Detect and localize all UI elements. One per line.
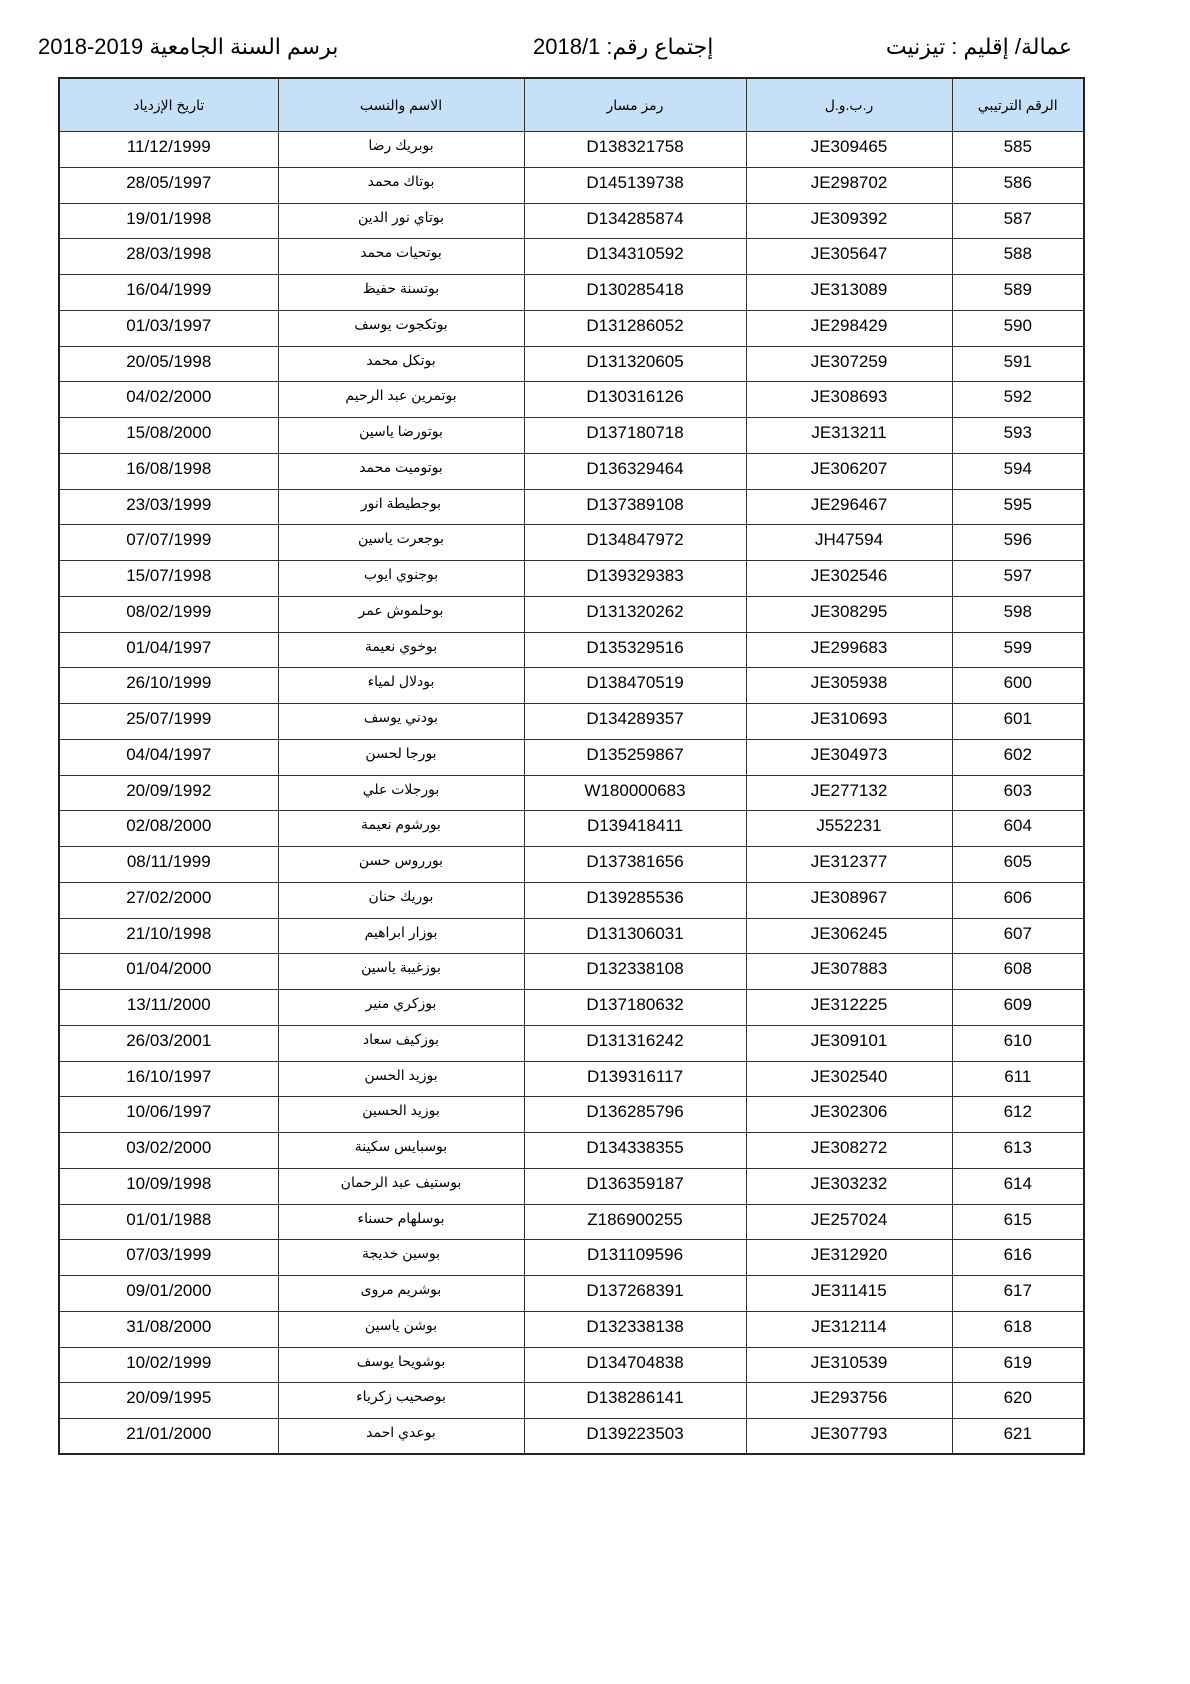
cell-birthdate: 27/02/2000 bbox=[59, 882, 278, 918]
cell-name: بوجطيطة انور bbox=[278, 489, 524, 525]
cell-birthdate: 15/07/1998 bbox=[59, 561, 278, 597]
cell-massar: D135329516 bbox=[524, 632, 746, 668]
cell-massar: D131320262 bbox=[524, 596, 746, 632]
cell-cin: JE299683 bbox=[746, 632, 952, 668]
cell-cin: JE313211 bbox=[746, 418, 952, 454]
cell-order: 607 bbox=[952, 918, 1084, 954]
cell-cin: JE305647 bbox=[746, 239, 952, 275]
cell-name: بوسين خديجة bbox=[278, 1240, 524, 1276]
cell-cin: JE312377 bbox=[746, 847, 952, 883]
cell-name: بوجعرت ياسين bbox=[278, 525, 524, 561]
table-row bbox=[59, 882, 1084, 918]
cell-cin: JE298429 bbox=[746, 310, 952, 346]
cell-massar: D135259867 bbox=[524, 739, 746, 775]
cell-massar: D132338108 bbox=[524, 954, 746, 990]
cell-massar: D136329464 bbox=[524, 453, 746, 489]
cell-order: 611 bbox=[952, 1061, 1084, 1097]
cell-birthdate: 08/02/1999 bbox=[59, 596, 278, 632]
cell-name: بورجا لحسن bbox=[278, 739, 524, 775]
cell-cin: JE302306 bbox=[746, 1097, 952, 1133]
cell-massar: D139223503 bbox=[524, 1419, 746, 1455]
table-row bbox=[59, 1383, 1084, 1419]
cell-birthdate: 19/01/1998 bbox=[59, 203, 278, 239]
cell-cin: J552231 bbox=[746, 811, 952, 847]
cell-birthdate: 16/10/1997 bbox=[59, 1061, 278, 1097]
cell-order: 615 bbox=[952, 1204, 1084, 1240]
cell-birthdate: 03/02/2000 bbox=[59, 1133, 278, 1169]
cell-massar: D131286052 bbox=[524, 310, 746, 346]
cell-cin: JE298702 bbox=[746, 167, 952, 203]
cell-order: 589 bbox=[952, 275, 1084, 311]
cell-birthdate: 31/08/2000 bbox=[59, 1311, 278, 1347]
cell-cin: JE257024 bbox=[746, 1204, 952, 1240]
cell-name: بوشريم مروى bbox=[278, 1276, 524, 1312]
cell-massar: D137180718 bbox=[524, 418, 746, 454]
cell-cin: JE309465 bbox=[746, 132, 952, 168]
table-row bbox=[59, 1204, 1084, 1240]
cell-cin: JE310539 bbox=[746, 1347, 952, 1383]
cell-massar: D139285536 bbox=[524, 882, 746, 918]
table-row bbox=[59, 1168, 1084, 1204]
cell-name: بورجلات علي bbox=[278, 775, 524, 811]
cell-order: 609 bbox=[952, 990, 1084, 1026]
cell-birthdate: 13/11/2000 bbox=[59, 990, 278, 1026]
cell-birthdate: 25/07/1999 bbox=[59, 704, 278, 740]
cell-massar: D136285796 bbox=[524, 1097, 746, 1133]
cell-name: بوعدي احمد bbox=[278, 1419, 524, 1455]
cell-cin: JE310693 bbox=[746, 704, 952, 740]
table-row bbox=[59, 1240, 1084, 1276]
cell-name: بوزيد الحسن bbox=[278, 1061, 524, 1097]
cell-order: 617 bbox=[952, 1276, 1084, 1312]
cell-name: بوزيد الحسين bbox=[278, 1097, 524, 1133]
table-row bbox=[59, 239, 1084, 275]
cell-name: بوسلهام حسناء bbox=[278, 1204, 524, 1240]
cell-massar: D137381656 bbox=[524, 847, 746, 883]
cell-name: بوزغيبة ياسين bbox=[278, 954, 524, 990]
cell-name: بوصحيب زكرياء bbox=[278, 1383, 524, 1419]
table-row bbox=[59, 1025, 1084, 1061]
cell-massar: D134289357 bbox=[524, 704, 746, 740]
cell-cin: JE305938 bbox=[746, 668, 952, 704]
cell-birthdate: 28/03/1998 bbox=[59, 239, 278, 275]
table-row bbox=[59, 1133, 1084, 1169]
table-row bbox=[59, 346, 1084, 382]
cell-birthdate: 26/10/1999 bbox=[59, 668, 278, 704]
cell-massar: D130316126 bbox=[524, 382, 746, 418]
cell-name: بوزار ابراهيم bbox=[278, 918, 524, 954]
cell-order: 593 bbox=[952, 418, 1084, 454]
cell-cin: JE308295 bbox=[746, 596, 952, 632]
table-row bbox=[59, 596, 1084, 632]
cell-massar: D131109596 bbox=[524, 1240, 746, 1276]
cell-cin: JE309392 bbox=[746, 203, 952, 239]
col-birthdate: تاريخ الإزدياد bbox=[59, 78, 278, 132]
table-row bbox=[59, 1347, 1084, 1383]
cell-cin: JH47594 bbox=[746, 525, 952, 561]
cell-order: 616 bbox=[952, 1240, 1084, 1276]
table-row bbox=[59, 525, 1084, 561]
cell-order: 597 bbox=[952, 561, 1084, 597]
cell-order: 590 bbox=[952, 310, 1084, 346]
cell-name: بوشويحا يوسف bbox=[278, 1347, 524, 1383]
col-name: الاسم والنسب bbox=[278, 78, 524, 132]
table-row bbox=[59, 167, 1084, 203]
table-row bbox=[59, 1419, 1084, 1455]
cell-cin: JE307259 bbox=[746, 346, 952, 382]
cell-name: بورشوم نعيمة bbox=[278, 811, 524, 847]
cell-order: 586 bbox=[952, 167, 1084, 203]
cell-cin: JE293756 bbox=[746, 1383, 952, 1419]
cell-name: بوستيف عبد الرحمان bbox=[278, 1168, 524, 1204]
cell-birthdate: 01/01/1988 bbox=[59, 1204, 278, 1240]
cell-massar: D139418411 bbox=[524, 811, 746, 847]
cell-massar: D131306031 bbox=[524, 918, 746, 954]
cell-massar: D132338138 bbox=[524, 1311, 746, 1347]
cell-name: بوتمرين عبد الرحيم bbox=[278, 382, 524, 418]
cell-name: بوشن ياسين bbox=[278, 1311, 524, 1347]
cell-massar: D131316242 bbox=[524, 1025, 746, 1061]
cell-name: بوتسنة حفيظ bbox=[278, 275, 524, 311]
table-row bbox=[59, 739, 1084, 775]
cell-name: بوخوي نعيمة bbox=[278, 632, 524, 668]
cell-cin: JE302540 bbox=[746, 1061, 952, 1097]
table-row bbox=[59, 132, 1084, 168]
table-row bbox=[59, 275, 1084, 311]
cell-birthdate: 26/03/2001 bbox=[59, 1025, 278, 1061]
cell-order: 604 bbox=[952, 811, 1084, 847]
cell-cin: JE311415 bbox=[746, 1276, 952, 1312]
cell-massar: W180000683 bbox=[524, 775, 746, 811]
cell-birthdate: 04/04/1997 bbox=[59, 739, 278, 775]
cell-name: بوحلموش عمر bbox=[278, 596, 524, 632]
cell-massar: D137268391 bbox=[524, 1276, 746, 1312]
cell-birthdate: 01/03/1997 bbox=[59, 310, 278, 346]
cell-cin: JE309101 bbox=[746, 1025, 952, 1061]
table-row bbox=[59, 203, 1084, 239]
cell-order: 591 bbox=[952, 346, 1084, 382]
cell-birthdate: 07/07/1999 bbox=[59, 525, 278, 561]
cell-cin: JE307883 bbox=[746, 954, 952, 990]
cell-order: 598 bbox=[952, 596, 1084, 632]
cell-massar: D134285874 bbox=[524, 203, 746, 239]
cell-birthdate: 01/04/2000 bbox=[59, 954, 278, 990]
cell-order: 592 bbox=[952, 382, 1084, 418]
table-row bbox=[59, 1311, 1084, 1347]
cell-birthdate: 16/04/1999 bbox=[59, 275, 278, 311]
col-cin: ر.ب.و.ل bbox=[746, 78, 952, 132]
table-row bbox=[59, 561, 1084, 597]
cell-birthdate: 11/12/1999 bbox=[59, 132, 278, 168]
cell-order: 603 bbox=[952, 775, 1084, 811]
cell-order: 620 bbox=[952, 1383, 1084, 1419]
cell-order: 619 bbox=[952, 1347, 1084, 1383]
cell-birthdate: 10/09/1998 bbox=[59, 1168, 278, 1204]
cell-name: بوتورضا ياسين bbox=[278, 418, 524, 454]
cell-birthdate: 10/06/1997 bbox=[59, 1097, 278, 1133]
cell-birthdate: 20/09/1992 bbox=[59, 775, 278, 811]
cell-massar: D138321758 bbox=[524, 132, 746, 168]
cell-cin: JE303232 bbox=[746, 1168, 952, 1204]
cell-order: 614 bbox=[952, 1168, 1084, 1204]
cell-massar: D138470519 bbox=[524, 668, 746, 704]
cell-name: بوبريك رضا bbox=[278, 132, 524, 168]
cell-name: بوسبايس سكينة bbox=[278, 1133, 524, 1169]
cell-cin: JE306245 bbox=[746, 918, 952, 954]
cell-massar: D137389108 bbox=[524, 489, 746, 525]
cell-name: بوزكيف سعاد bbox=[278, 1025, 524, 1061]
cell-birthdate: 08/11/1999 bbox=[59, 847, 278, 883]
cell-birthdate: 09/01/2000 bbox=[59, 1276, 278, 1312]
cell-cin: JE304973 bbox=[746, 739, 952, 775]
cell-birthdate: 23/03/1999 bbox=[59, 489, 278, 525]
table-row bbox=[59, 418, 1084, 454]
cell-order: 605 bbox=[952, 847, 1084, 883]
cell-cin: JE307793 bbox=[746, 1419, 952, 1455]
cell-massar: D138286141 bbox=[524, 1383, 746, 1419]
cell-cin: JE313089 bbox=[746, 275, 952, 311]
cell-name: بوتحيات محمد bbox=[278, 239, 524, 275]
table-row bbox=[59, 775, 1084, 811]
cell-massar: D136359187 bbox=[524, 1168, 746, 1204]
cell-name: بوريك حنان bbox=[278, 882, 524, 918]
cell-cin: JE308272 bbox=[746, 1133, 952, 1169]
cell-order: 601 bbox=[952, 704, 1084, 740]
cell-birthdate: 04/02/2000 bbox=[59, 382, 278, 418]
table-row bbox=[59, 310, 1084, 346]
table-row bbox=[59, 453, 1084, 489]
cell-name: بوجنوي ايوب bbox=[278, 561, 524, 597]
cell-cin: JE296467 bbox=[746, 489, 952, 525]
cell-order: 588 bbox=[952, 239, 1084, 275]
cell-birthdate: 16/08/1998 bbox=[59, 453, 278, 489]
col-massar: رمز مسار bbox=[524, 78, 746, 132]
cell-order: 596 bbox=[952, 525, 1084, 561]
table-row bbox=[59, 704, 1084, 740]
cell-birthdate: 21/10/1998 bbox=[59, 918, 278, 954]
students-table bbox=[58, 77, 1085, 1455]
cell-order: 594 bbox=[952, 453, 1084, 489]
cell-order: 610 bbox=[952, 1025, 1084, 1061]
cell-order: 606 bbox=[952, 882, 1084, 918]
cell-cin: JE312114 bbox=[746, 1311, 952, 1347]
cell-order: 602 bbox=[952, 739, 1084, 775]
cell-birthdate: 01/04/1997 bbox=[59, 632, 278, 668]
cell-order: 621 bbox=[952, 1419, 1084, 1455]
cell-cin: JE312920 bbox=[746, 1240, 952, 1276]
table-row bbox=[59, 847, 1084, 883]
cell-birthdate: 21/01/2000 bbox=[59, 1419, 278, 1455]
col-order: الرقم الترتيبي bbox=[952, 78, 1084, 132]
cell-order: 585 bbox=[952, 132, 1084, 168]
cell-cin: JE302546 bbox=[746, 561, 952, 597]
academic-year: برسم السنة الجامعية 2019-2018 bbox=[38, 34, 339, 59]
cell-massar: D139329383 bbox=[524, 561, 746, 597]
table-row bbox=[59, 811, 1084, 847]
cell-birthdate: 07/03/1999 bbox=[59, 1240, 278, 1276]
cell-birthdate: 10/02/1999 bbox=[59, 1347, 278, 1383]
table-row bbox=[59, 632, 1084, 668]
table-header-row bbox=[59, 78, 1084, 132]
cell-birthdate: 15/08/2000 bbox=[59, 418, 278, 454]
cell-cin: JE308967 bbox=[746, 882, 952, 918]
cell-order: 608 bbox=[952, 954, 1084, 990]
cell-massar: D130285418 bbox=[524, 275, 746, 311]
cell-massar: D134310592 bbox=[524, 239, 746, 275]
cell-name: بودلال لمياء bbox=[278, 668, 524, 704]
cell-massar: D131320605 bbox=[524, 346, 746, 382]
region: عمالة/ إقليم : تيزنيت bbox=[885, 34, 1072, 59]
cell-birthdate: 02/08/2000 bbox=[59, 811, 278, 847]
table-row bbox=[59, 954, 1084, 990]
cell-massar: D134338355 bbox=[524, 1133, 746, 1169]
cell-name: بودني يوسف bbox=[278, 704, 524, 740]
cell-massar: D145139738 bbox=[524, 167, 746, 203]
cell-name: بوتوميت محمد bbox=[278, 453, 524, 489]
cell-order: 612 bbox=[952, 1097, 1084, 1133]
cell-cin: JE312225 bbox=[746, 990, 952, 1026]
cell-order: 595 bbox=[952, 489, 1084, 525]
cell-order: 600 bbox=[952, 668, 1084, 704]
cell-birthdate: 20/09/1995 bbox=[59, 1383, 278, 1419]
cell-massar: D134847972 bbox=[524, 525, 746, 561]
cell-name: بوتكجوت يوسف bbox=[278, 310, 524, 346]
cell-name: بوتاك محمد bbox=[278, 167, 524, 203]
cell-cin: JE277132 bbox=[746, 775, 952, 811]
table-row bbox=[59, 990, 1084, 1026]
cell-birthdate: 28/05/1997 bbox=[59, 167, 278, 203]
cell-name: بوزكري منير bbox=[278, 990, 524, 1026]
cell-massar: Z186900255 bbox=[524, 1204, 746, 1240]
cell-order: 618 bbox=[952, 1311, 1084, 1347]
cell-massar: D137180632 bbox=[524, 990, 746, 1026]
cell-order: 587 bbox=[952, 203, 1084, 239]
table-row bbox=[59, 1097, 1084, 1133]
cell-name: بوتكل محمد bbox=[278, 346, 524, 382]
cell-order: 599 bbox=[952, 632, 1084, 668]
table-row bbox=[59, 382, 1084, 418]
cell-birthdate: 20/05/1998 bbox=[59, 346, 278, 382]
table-row bbox=[59, 668, 1084, 704]
meeting-number: إجتماع رقم: 2018/1 bbox=[533, 34, 714, 59]
table-row bbox=[59, 1061, 1084, 1097]
table-row bbox=[59, 1276, 1084, 1312]
cell-cin: JE308693 bbox=[746, 382, 952, 418]
table-row bbox=[59, 489, 1084, 525]
cell-massar: D139316117 bbox=[524, 1061, 746, 1097]
cell-massar: D134704838 bbox=[524, 1347, 746, 1383]
cell-name: بوتاي نور الدين bbox=[278, 203, 524, 239]
cell-order: 613 bbox=[952, 1133, 1084, 1169]
table-row bbox=[59, 918, 1084, 954]
cell-name: بورروس حسن bbox=[278, 847, 524, 883]
cell-cin: JE306207 bbox=[746, 453, 952, 489]
